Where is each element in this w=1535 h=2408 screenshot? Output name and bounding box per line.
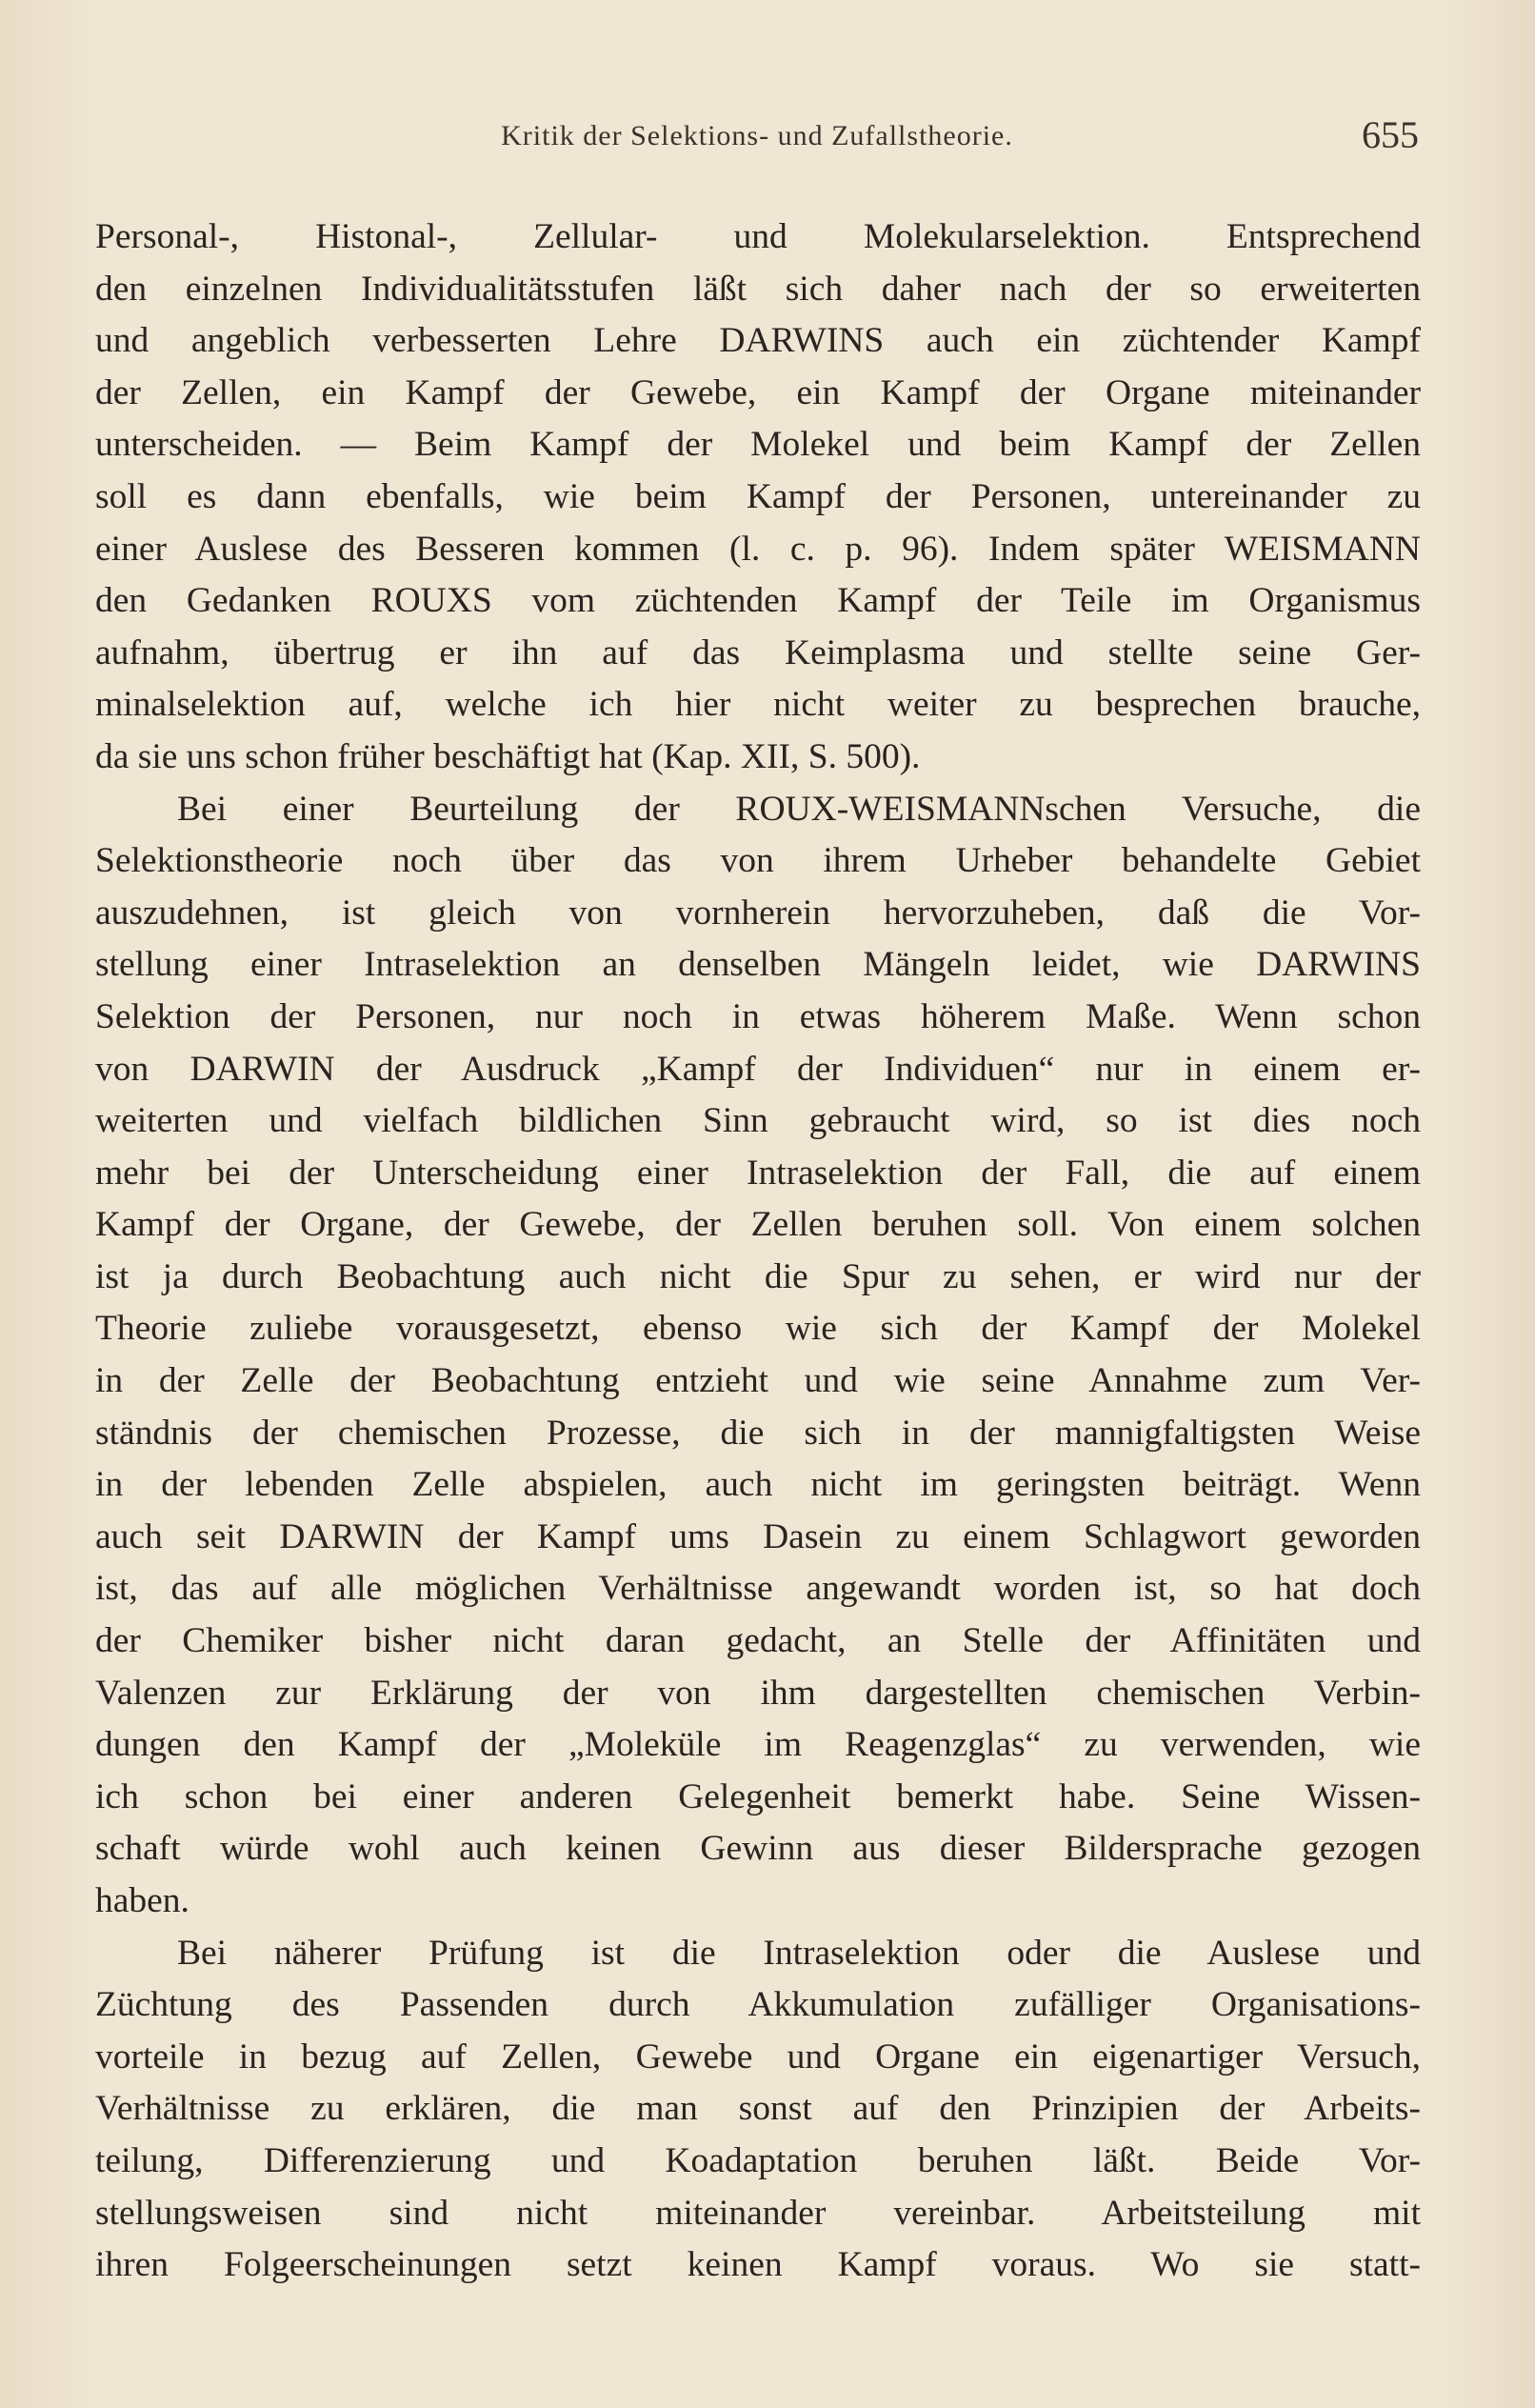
page-number: 655 [1362,113,1419,156]
running-header-title: Kritik der Selektions- und Zufallstheorie. [501,120,1013,151]
text-line: den Gedanken ROUXS vom züchtenden Kampf der Teile im Organismus [95,581,1421,621]
text-line: von DARWIN der Ausdruck „Kampf der Individuen“ nur in einem er- [95,1049,1421,1089]
text-line: stellung einer Intraselektion an denselben Mängeln leidet, wie DARWINS [95,945,1421,985]
text-line: den einzelnen Individualitätsstufen läßt sich daher nach der so erweiterten [95,269,1421,309]
text-line: ständnis der chemischen Prozesse, die sich in der mannigfaltigsten Weise [95,1413,1421,1453]
running-header [95,107,1419,164]
text-line: ist ja durch Beobachtung auch nicht die Spur zu sehen, er wird nur der [95,1256,1421,1296]
text-line: in der Zelle der Beobachtung entzieht und wie seine Annahme zum Ver- [95,1361,1421,1401]
text-line: minalselektion auf, welche ich hier nicht weiter zu besprechen brauche, [95,685,1421,725]
text-line: auch seit DARWIN der Kampf ums Dasein zu einem Schlagwort geworden [95,1516,1421,1556]
text-line: Valenzen zur Erklärung der von ihm dargestellten chemischen Verbin- [95,1673,1421,1713]
text-line: auszudehnen, ist gleich von vornherein hervorzuheben, daß die Vor- [95,893,1421,933]
text-line: vorteile in bezug auf Zellen, Gewebe und Organe ein eigenartiger Versuch, [95,2037,1421,2077]
text-line: ihren Folgeerscheinungen setzt keinen Kampf voraus. Wo sie statt- [95,2245,1421,2285]
text-line: soll es dann ebenfalls, wie beim Kampf der Personen, untereinander zu [95,476,1421,516]
text-line: teilung, Differenzierung und Koadaptation beruhen läßt. Beide Vor- [95,2140,1421,2180]
text-line: Theorie zuliebe vorausgesetzt, ebenso wie sich der Kampf der Molekel [95,1309,1421,1349]
text-line: der Zellen, ein Kampf der Gewebe, ein Kampf der Organe miteinander [95,372,1421,412]
text-line: dungen den Kampf der „Moleküle im Reagenzglas“ zu verwenden, wie [95,1725,1421,1765]
text-line: der Chemiker bisher nicht daran gedacht, an Stelle der Affinitäten und [95,1621,1421,1661]
text-line: Kampf der Organe, der Gewebe, der Zellen beruhen soll. Von einem solchen [95,1205,1421,1245]
text-line: ich schon bei einer anderen Gelegenheit bemerkt habe. Seine Wissen- [95,1776,1421,1816]
text-line: weiterten und vielfach bildlichen Sinn gebraucht wird, so ist dies noch [95,1101,1421,1141]
text-line: Selektion der Personen, nur noch in etwas höherem Maße. Wenn schon [95,996,1421,1036]
text-line: Bei näherer Prüfung ist die Intraselektion oder die Auslese und [177,1933,1421,1973]
text-line: Bei einer Beurteilung der ROUX-WEISMANNschen Versuche, die [177,789,1421,829]
text-line: stellungsweisen sind nicht miteinander vereinbar. Arbeitsteilung mit [95,2193,1421,2233]
text-line: Selektionstheorie noch über das von ihrem Urheber behandelte Gebiet [95,841,1421,881]
text-line: einer Auslese des Besseren kommen (l. c. p. 96). Indem später WEISMANN [95,529,1421,569]
text-line: Züchtung des Passenden durch Akkumulation zufälliger Organisations- [95,1985,1421,2025]
text-line: in der lebenden Zelle abspielen, auch nicht im geringsten beiträgt. Wenn [95,1465,1421,1505]
text-line: aufnahm, übertrug er ihn auf das Keimplasma und stellte seine Ger- [95,632,1421,672]
text-line: haben. [95,1881,189,1920]
body-text [95,211,1421,2292]
text-line: Personal-, Histonal-, Zellular- und Molekularselektion. Entsprechend [95,217,1421,256]
text-line: unterscheiden. — Beim Kampf der Molekel und beim Kampf der Zellen [95,425,1421,465]
text-line: da sie uns schon früher beschäftigt hat (Kap. XII, S. 500). [95,736,921,776]
text-line: mehr bei der Unterscheidung einer Intraselektion der Fall, die auf einem [95,1153,1421,1193]
text-line: und angeblich verbesserten Lehre DARWINS auch ein züchtender Kampf [95,321,1421,361]
text-line: Verhältnisse zu erklären, die man sonst auf den Prinzipien der Arbeits- [95,2089,1421,2129]
text-line: schaft würde wohl auch keinen Gewinn aus dieser Bildersprache gezogen [95,1829,1421,1869]
text-line: ist, das auf alle möglichen Verhältnisse angewandt worden ist, so hat doch [95,1569,1421,1609]
